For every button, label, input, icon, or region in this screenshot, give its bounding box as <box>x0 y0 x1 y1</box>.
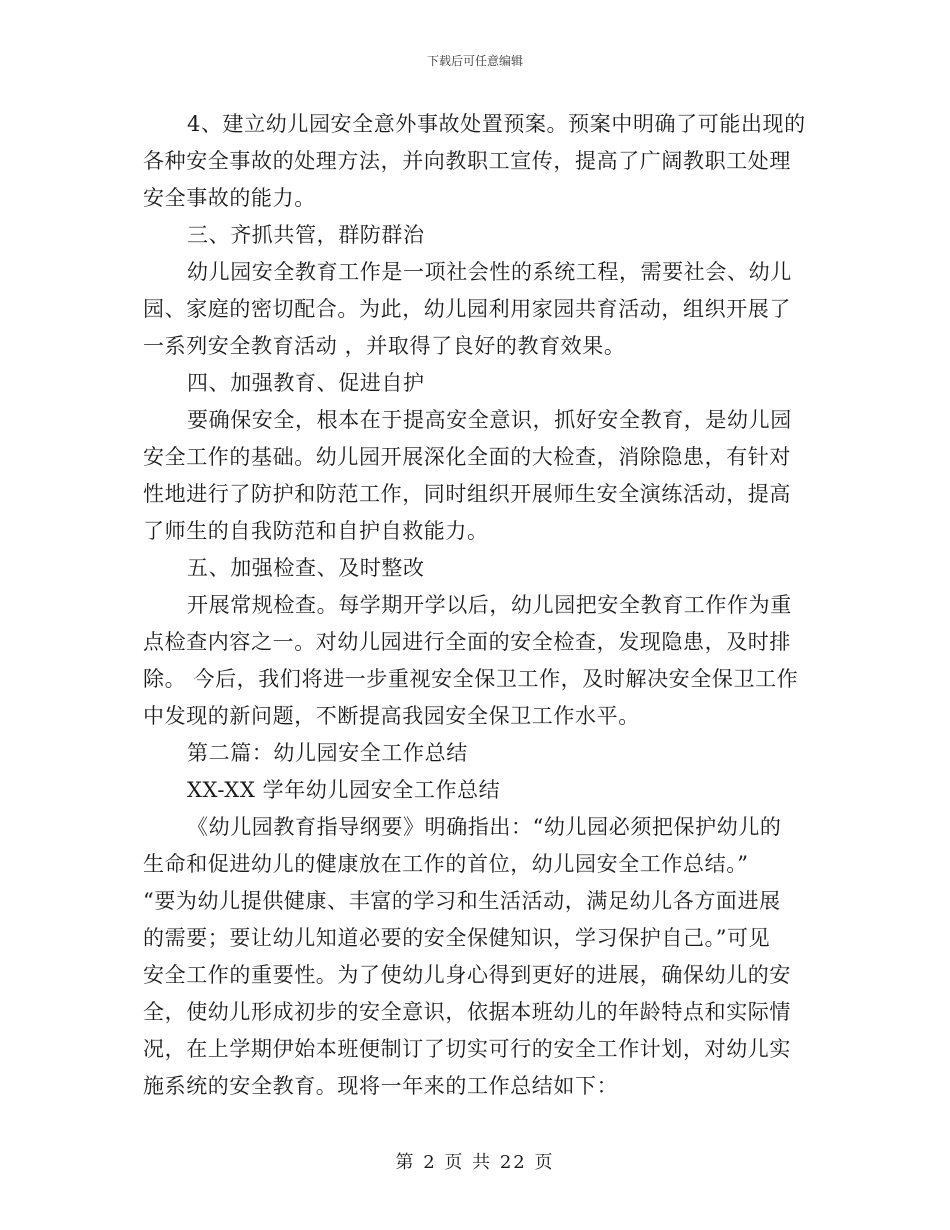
paragraph-line: 除。 今后，我们将进一步重视安全保卫工作，及时解决安全保卫工作 <box>143 667 799 691</box>
paragraph-line: 施系统的安全教育。现将一年来的工作总结如下： <box>143 1074 619 1098</box>
paragraph-line: 要确保安全，根本在于提高安全意识，抓好安全教育，是幼儿园 <box>187 408 792 432</box>
header-note: 下载后可任意编辑 <box>426 54 523 68</box>
paragraph-line: 《幼儿园教育指导纲要》明确指出：“幼儿园必须把保护幼儿的 <box>187 815 782 839</box>
paragraph-line: 各种安全事故的处理方法，并向教职工宣传，提高了广阔教职工处理 <box>143 149 791 173</box>
paragraph-line: 性地进行了防护和防范工作，同时组织开展师生安全演练活动，提高 <box>143 482 791 506</box>
document-body <box>143 106 813 1105</box>
paragraph-line: 幼儿园安全教育工作是一项社会性的系统工程，需要社会、幼儿 <box>187 260 792 284</box>
paragraph-line: 了师生的自我防范和自护自救能力。 <box>143 519 489 543</box>
paragraph-line: 中发现的新问题，不断提高我园安全保卫工作水平。 <box>143 704 640 728</box>
paragraph-line: 4、建立幼儿园安全意外事故处置预案。预案中明确了可能出现的 <box>187 112 806 136</box>
paragraph-line: 的需要；要让幼儿知道必要的安全保健知识，学习保护自己。”可见 <box>143 926 771 950</box>
paragraph-line: 全，使幼儿形成初步的安全意识，依据本班幼儿的年龄特点和实际情 <box>143 1000 791 1024</box>
paragraph-line: 园、家庭的密切配合。为此，幼儿园利用家园共育活动，组织开展了 <box>143 297 791 321</box>
section-heading: 五、加强检查、及时整改 <box>187 556 425 580</box>
document-title: XX-XX 学年幼儿园安全工作总结 <box>187 778 501 802</box>
paragraph-line: 安全事故的能力。 <box>143 186 316 210</box>
page-number: 第 2 页 共 22 页 <box>395 1152 555 1173</box>
paragraph-line: 点检查内容之一。对幼儿园进行全面的安全检查，发现隐患，及时排 <box>143 630 791 654</box>
chapter-heading: 第二篇：幼儿园安全工作总结 <box>187 741 468 765</box>
paragraph-line: 况，在上学期伊始本班便制订了切实可行的安全工作计划，对幼儿实 <box>143 1037 791 1061</box>
paragraph-line: 一系列安全教育活动 ，并取得了良好的教育效果。 <box>143 334 626 358</box>
section-heading: 三、齐抓共管，群防群治 <box>187 223 425 247</box>
paragraph-line: 安全工作的重要性。为了使幼儿身心得到更好的进展，确保幼儿的安 <box>143 963 791 987</box>
paragraph-line: 安全工作的基础。幼儿园开展深化全面的大检查，消除隐患，有针对 <box>143 445 791 469</box>
section-heading: 四、加强教育、促进自护 <box>187 371 425 395</box>
paragraph-line: 开展常规检查。每学期开学以后，幼儿园把安全教育工作作为重 <box>187 593 792 617</box>
paragraph-line: 生命和促进幼儿的健康放在工作的首位，幼儿园安全工作总结。” <box>143 852 749 876</box>
paragraph-line: “要为幼儿提供健康、丰富的学习和生活活动，满足幼儿各方面进展 <box>143 889 781 913</box>
